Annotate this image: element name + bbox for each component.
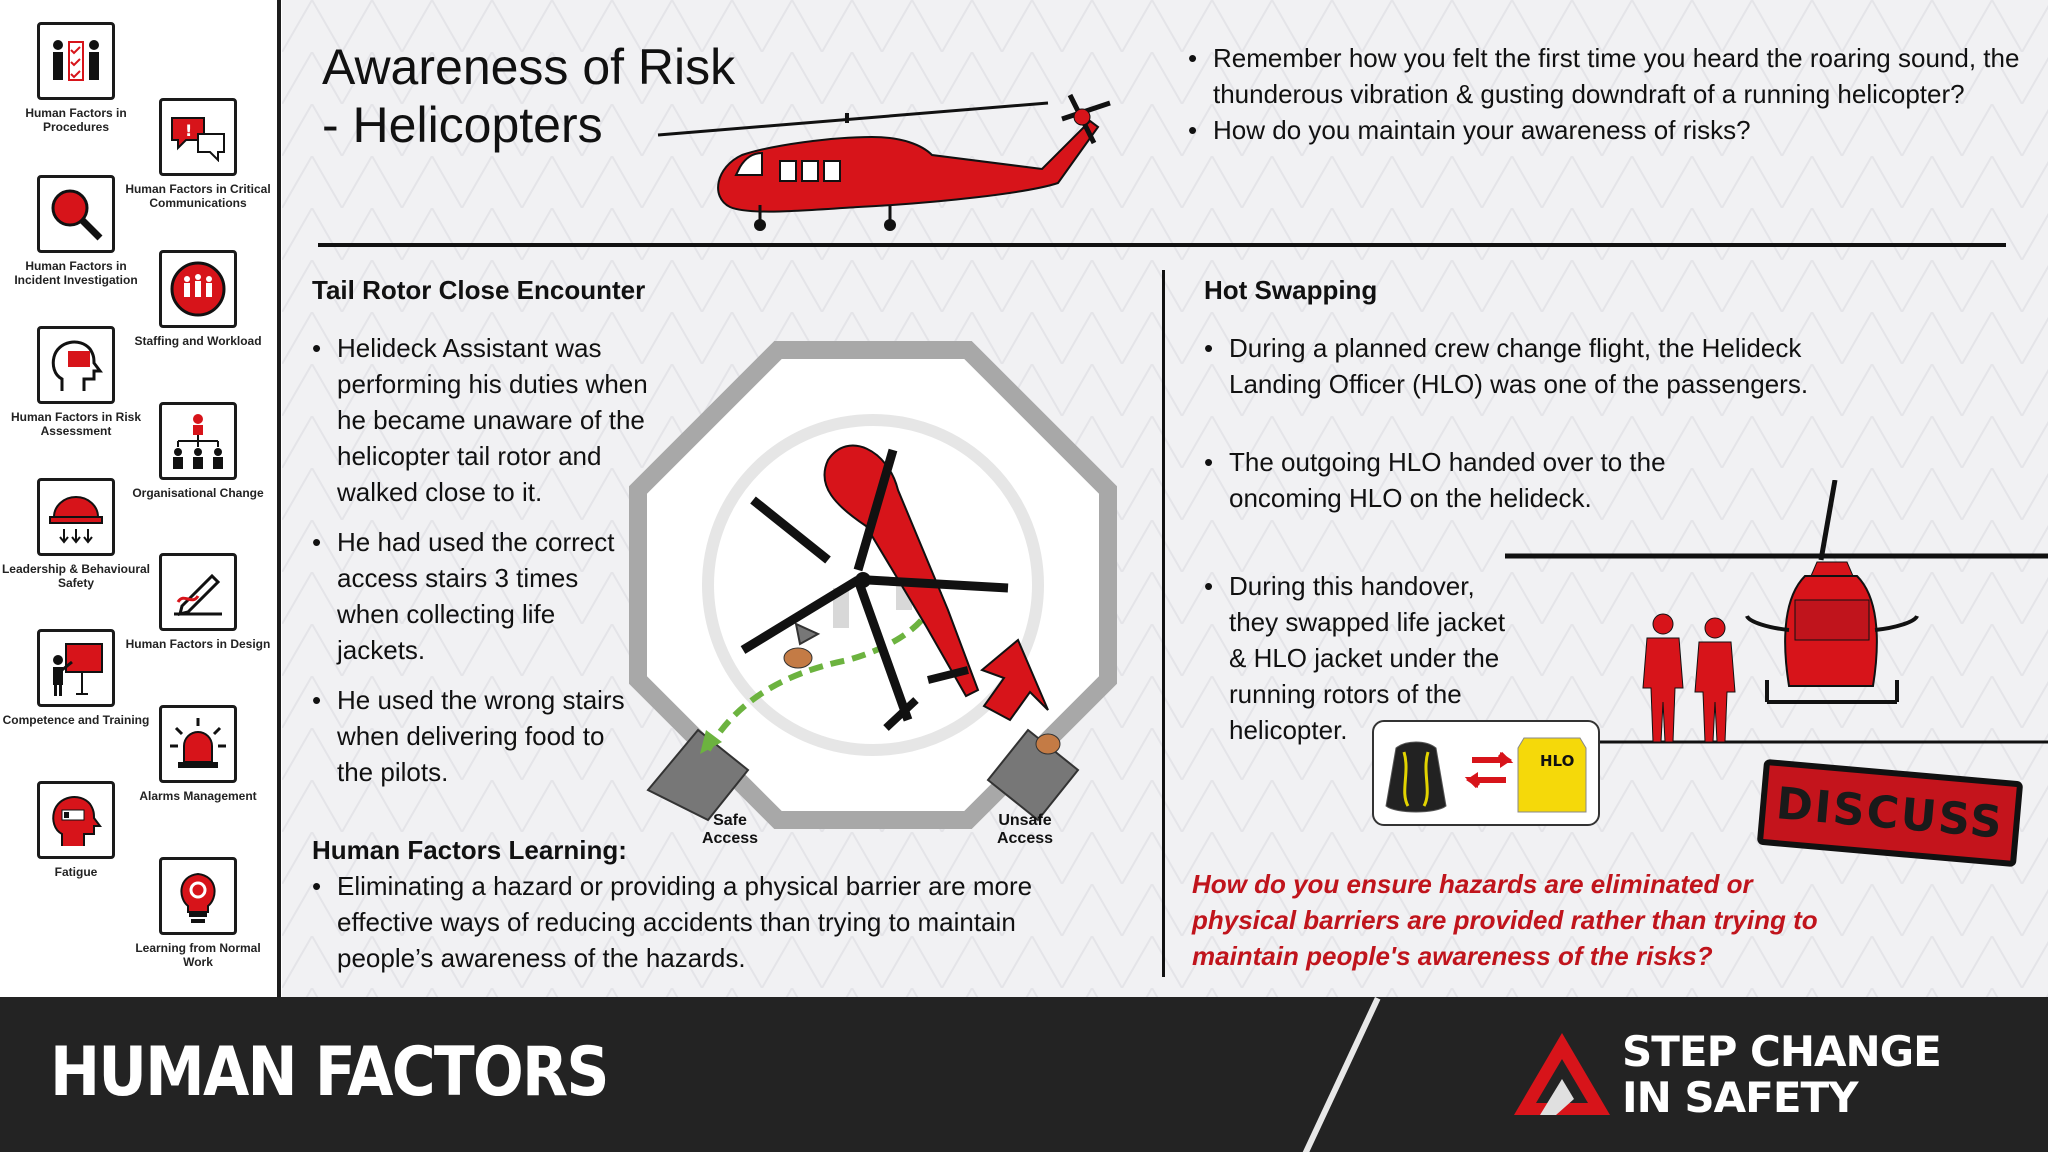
learning-text [312,868,1092,976]
magnifier-icon [37,175,115,253]
sidebar [0,0,278,997]
discuss-label: DISCUSS [1774,777,2006,849]
training-board-icon [37,629,115,707]
tail-rotor-bullet: • He had used the correct access stairs 3 times when collecting life jackets. [312,524,637,668]
hot-swapping-bullet: • The outgoing HLO handed over to the oncoming HLO on the helideck. [1204,444,1684,516]
sidebar-item-label: Human Factors in Critical Communications [125,182,271,210]
footer [0,997,2048,1152]
brand-line-1: STEP CHANGE [1622,1027,1941,1076]
step-change-brand [1622,1029,1941,1121]
hard-hat-icon [37,478,115,556]
unsafe-access-label: Unsafe Access [996,812,1054,847]
life-jacket-icon [1386,742,1446,812]
sidebar-item-label: Fatigue [54,865,98,879]
helideck-diagram [628,340,1128,850]
column-divider [1162,270,1165,977]
svg-text:!: ! [185,121,193,140]
hot-swapping-title: Hot Swapping [1204,275,1378,305]
person-icon [784,648,812,668]
tail-rotor-bullet: • Helideck Assistant was performing his duties when he became unaware of the helicopter tail rotor and walked close to it. [312,330,682,510]
lightbulb-icon [159,857,237,935]
sidebar-item-label: Human Factors in Procedures [25,106,127,134]
tail-rotor-bullet: • He used the wrong stairs when delivering food to the pilots. [312,682,637,790]
sidebar-item-learning[interactable] [123,857,273,969]
sidebar-item-label: Alarms Management [139,789,257,803]
hot-swapping-bullet: • During this handover, they swapped life jacket & HLO jacket under the running rotors of the helicopter. [1204,568,1514,748]
intro-questions [1188,40,2028,148]
hlo-jacket-icon [1518,738,1586,812]
footer-title: HUMAN FACTORS [50,1033,608,1112]
people-icon [1643,614,1735,742]
hot-swapping-bullet-1 [1204,330,1824,402]
header-divider [318,243,2006,247]
intro-bullet: • Remember how you felt the first time you heard the roaring sound, the thunderous vibration & gusting downdraft of a running helicopter? [1188,40,2028,112]
learning-title: Human Factors Learning: [312,835,627,865]
communications-icon [159,98,237,176]
alarm-light-icon [159,705,237,783]
sidebar-item-label: Leadership & Behavioural Safety [1,562,151,590]
footer-slash [1295,997,1381,1152]
sidebar-divider [277,0,281,997]
sidebar-item-label: Competence and Training [2,713,150,727]
step-change-logo-icon [1510,1029,1614,1119]
learning-bullet: • Eliminating a hazard or providing a physical barrier are more effective ways of reducing accidents than trying to maintain people’s awareness of the hazards. [312,868,1092,976]
sidebar-item-label: Human Factors in Incident Investigation [14,259,138,287]
helicopter-side-illustration [650,75,1130,235]
sidebar-item-label: Staffing and Workload [134,334,262,348]
tail-rotor-title: Tail Rotor Close Encounter [312,275,646,305]
org-chart-icon [159,402,237,480]
discussion-question: How do you ensure hazards are eliminated or physical barriers are provided rather than trying to maintain people's awareness of the risks? [1192,869,1818,971]
person-icon [1036,734,1060,754]
hlo-jacket-label: HLO [1540,752,1575,770]
sidebar-item-label: Human Factors in Risk Assessment [10,410,142,438]
intro-bullet: • How do you maintain your awareness of risks? [1188,112,2028,148]
fatigue-head-icon [37,781,115,859]
sidebar-item-label: Learning from Normal Work [135,941,261,969]
head-risk-icon [37,326,115,404]
staffing-icon [159,250,237,328]
hot-swapping-bullet: • During a planned crew change flight, the Helideck Landing Officer (HLO) was one of the passengers. [1204,330,1824,402]
tail-rotor-bullets [312,330,682,790]
design-pen-icon [159,553,237,631]
jacket-swap-illustration [1372,720,1600,826]
helicopter-front-illustration [1505,480,2048,750]
sidebar-item-label: Organisational Change [132,486,264,500]
brand-line-2: IN SAFETY [1622,1073,1858,1122]
title-line-2: - Helicopters [322,97,603,153]
procedures-icon [37,22,115,100]
title-line-1: Awareness of Risk [322,39,736,95]
sidebar-item-label: Human Factors in Design [125,637,271,651]
safe-access-label: Safe Access [701,812,759,847]
